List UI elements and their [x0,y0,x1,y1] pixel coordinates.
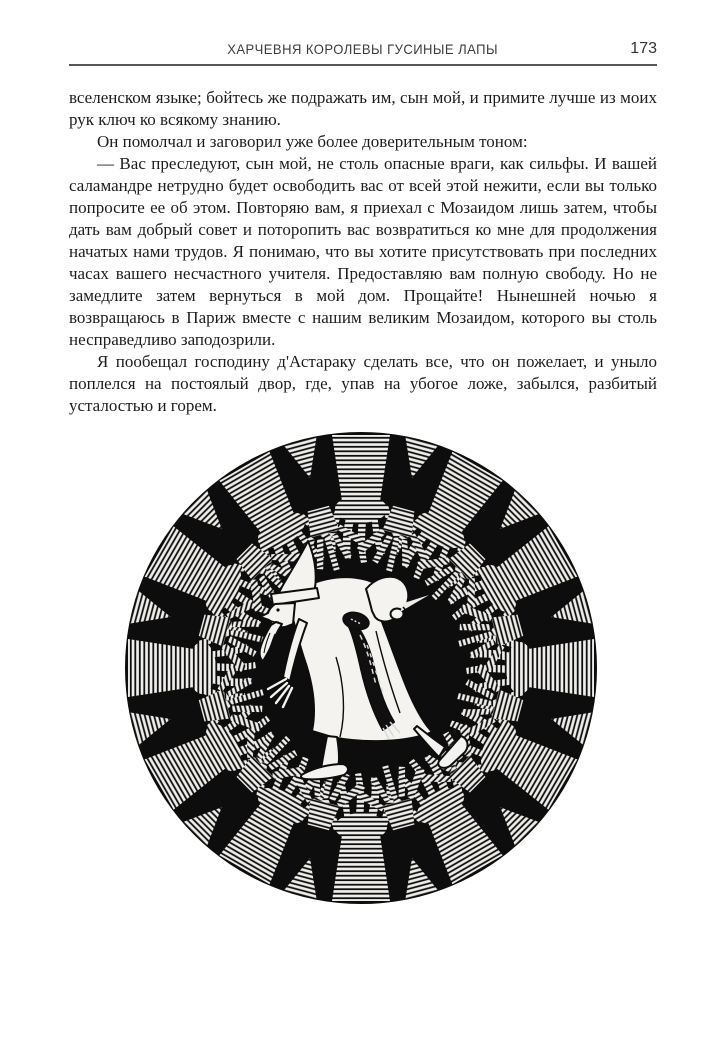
header-rule [69,64,657,66]
wizard-in-ring-of-hands-illustration [124,431,598,905]
page-header [69,0,657,59]
text-column [69,0,657,417]
paragraph: Он помолчал и заговорил уже более доверительным тоном: [97,132,528,151]
paragraph: вселенском языке; бойтесь же подражать им, сын мой, и примите лучше из моих рук ключ ко всякому знанию. [69,88,657,129]
body-text [69,87,657,417]
wizard-eye [276,608,279,611]
paragraph: — Вас преследуют, сын мой, не столь опасные враги, как сильфы. И вашей саламандре нетрудно будет освободить вас от всей этой нежити, если вы только попросите ее об этом. Повторяю вам, я приехал с Мозаидом лишь затем, чтобы дать вам добрый совет и поторопить вас возвратиться ко мне для продолжения начатых нами трудов. Я понимаю, что вы хотите присутствовать при последних часах вашего несчастного учителя. Предоставляю вам полную свободу. Но не замедлите затем вернуться в мой дом. Прощайте! Нынешней ночью я возвращаюсь в Париж вместе с нашим великим Мозаидом, которого вы столь несправедливо заподозрили. [69,154,657,349]
medallion-illustration [124,431,598,905]
paragraph: Я пообещал господину д'Астараку сделать все, что он пожелает, и уныло поплелся на постоялый двор, где, упав на убогое ложе, забылся, разбитый усталостью и горем. [69,352,657,415]
page-number: 173 [630,40,657,57]
running-title: ХАРЧЕВНЯ КОРОЛЕВЫ ГУСИНЫЕ ЛАПЫ [227,41,499,57]
